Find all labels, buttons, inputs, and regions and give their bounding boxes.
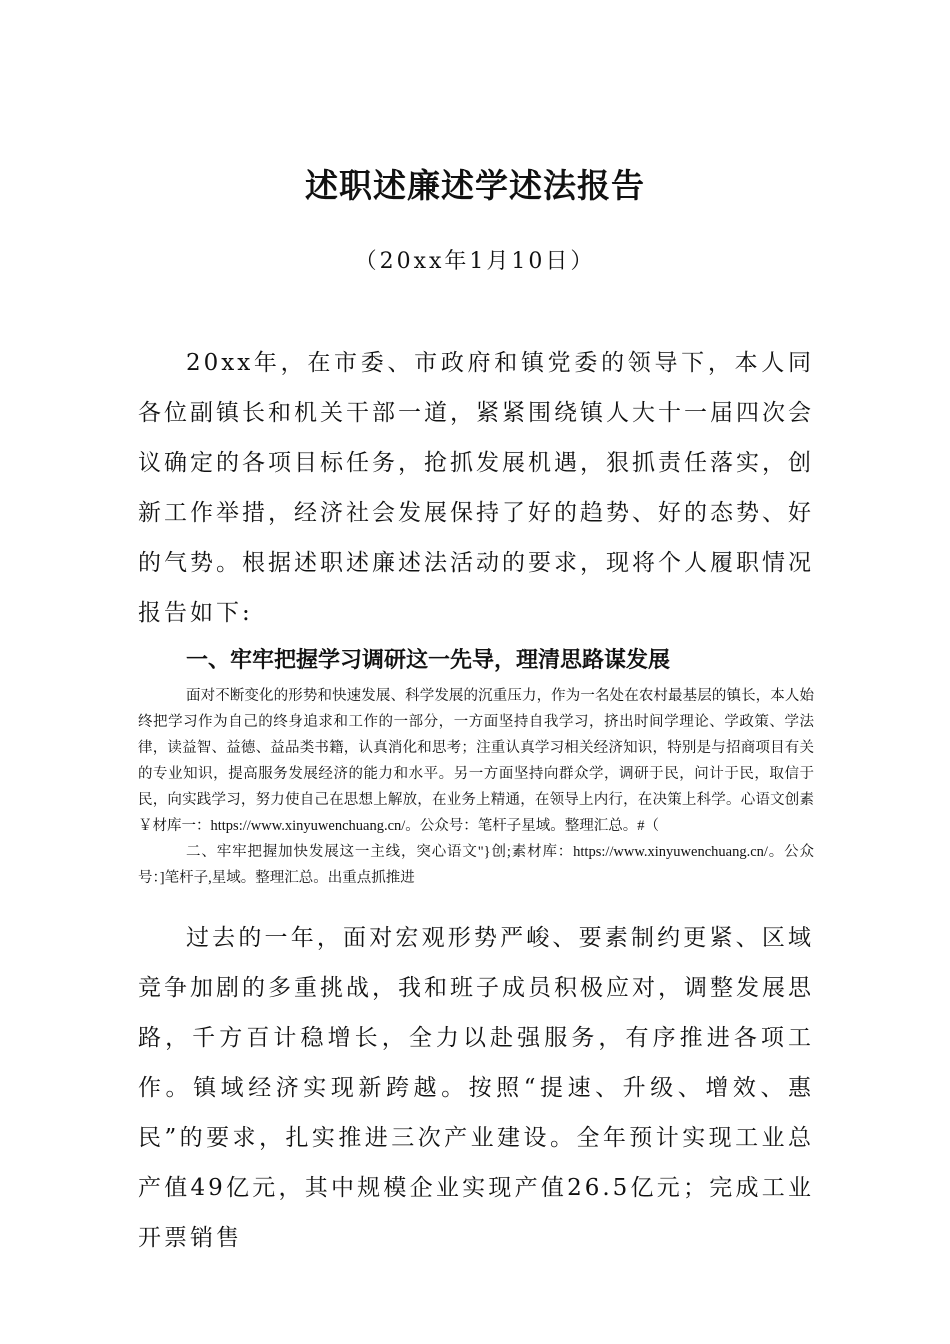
- section1-body: 面对不断变化的形势和快速发展、科学发展的沉重压力，作为一名处在农村最基层的镇长，本人始终把学习作为自己的终身追求和工作的一部分，一方面坚持自我学习，挤出时间学理论、学政策、学法律，读益智、益德、益品类书籍，认真消化和思考；注重认真学习相关经济知识，特别是与招商项目有关的专业知识，提高服务发展经济的能力和水平。另一方面坚持向群众学，调研于民，问计于民，取信于民，向实践学习，努力使自己在思想上解放，在业务上精通，在领导上内行，在决策上科学。心语文创素￥材库一：https://www.xinyuwenchuang.cn/。公众号：笔杆子星域。整理汇总。#（: [138, 688, 814, 834]
- section1-heading: 一、牢牢把握学习调研这一先导，理清思路谋发展: [186, 648, 671, 673]
- document-title: 述职述廉述学述法报告: [305, 166, 645, 206]
- document-date: （20xx年1月10日）: [354, 249, 596, 274]
- section2-heading-fragment: 二、牢牢把握加快发展这一主线，突心语文"}创;素材库：https://www.xinyuwenchuang.cn/。公众号：]笔杆子,星域。整理汇总。出重点抓推进: [138, 844, 814, 886]
- section1-block: [138, 683, 814, 891]
- section2-body: 过去的一年，面对宏观形势严峻、要素制约更紧、区域竞争加剧的多重挑战，我和班子成员积极应对，调整发展思路，千方百计稳增长，全力以赴强服务，有序推进各项工作。镇域经济实现新跨越。按照“提速、升级、增效、惠民”的要求，扎实推进三次产业建设。全年预计实现工业总产值49亿元，其中规模企业实现产值26.5亿元；完成工业开票销售: [138, 925, 814, 1251]
- intro-paragraph: 20xx年，在市委、市政府和镇党委的领导下，本人同各位副镇长和机关干部一道，紧紧围绕镇人大十一届四次会议确定的各项目标任务，抢抓发展机遇，狠抓责任落实，创新工作举措，经济社会发展保持了好的趋势、好的态势、好的气势。根据述职述廉述法活动的要求，现将个人履职情况报告如下:: [138, 350, 814, 626]
